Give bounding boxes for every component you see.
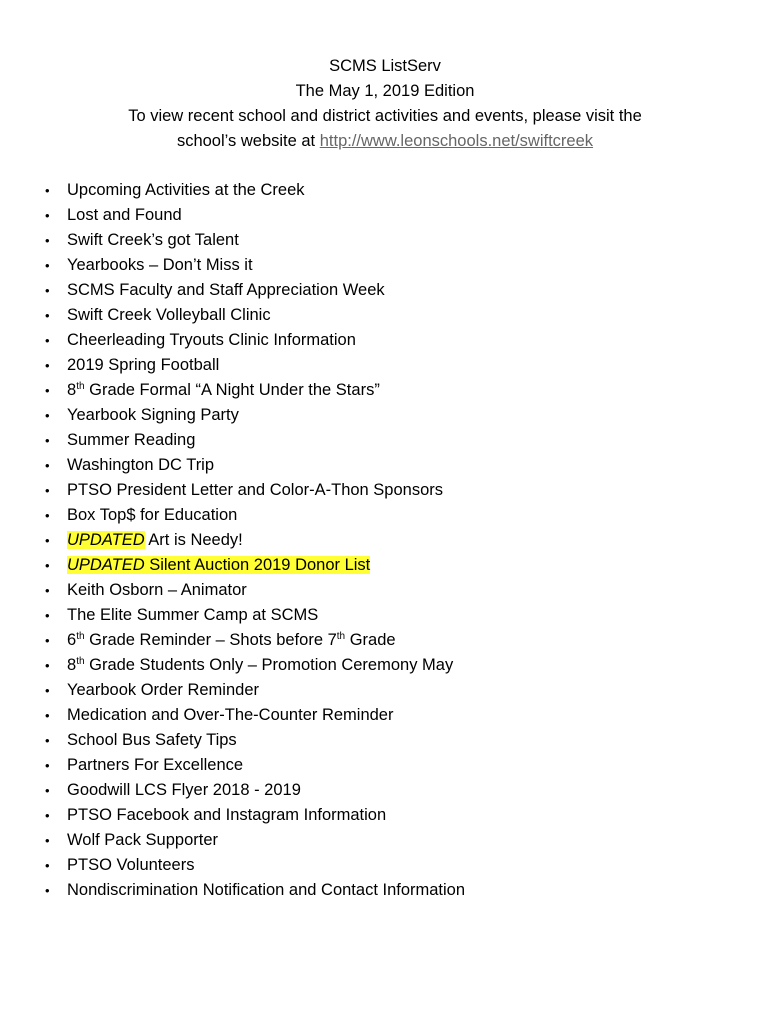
list-item: [0, 878, 465, 903]
list-item: [0, 203, 465, 228]
grade-number: 8: [67, 656, 77, 674]
bullet-icon: •: [45, 383, 50, 398]
intro-text-continued: [0, 129, 770, 154]
list-item-text: Keith Osborn – Animator: [67, 581, 247, 599]
list-item: [0, 603, 465, 628]
list-item: [0, 653, 465, 678]
bullet-icon: •: [45, 208, 50, 223]
ordinal-suffix: th: [76, 631, 85, 642]
list-item: [0, 353, 465, 378]
list-item-text: Lost and Found: [67, 206, 182, 224]
school-website-link[interactable]: http://www.leonschools.net/swiftcreek: [319, 132, 594, 150]
bullet-icon: •: [45, 608, 50, 623]
bullet-icon: •: [45, 433, 50, 448]
item-remainder: Grade: [345, 631, 396, 649]
listserv-header: [0, 54, 770, 154]
list-item-text: Partners For Excellence: [67, 756, 244, 774]
item-remainder: Grade Formal “A Night Under the Stars”: [84, 381, 380, 399]
bullet-icon: •: [45, 258, 50, 273]
list-item-text: Wolf Pack Supporter: [67, 831, 219, 849]
list-item: [0, 578, 465, 603]
bullet-icon: •: [45, 508, 50, 523]
bullet-icon: •: [45, 483, 50, 498]
list-item-text: Yearbooks – Don’t Miss it: [67, 256, 253, 274]
list-item-text-highlighted: [67, 556, 370, 574]
ordinal-suffix: th: [76, 656, 85, 667]
list-item: [0, 703, 465, 728]
list-item: [0, 428, 465, 453]
bullet-icon: •: [45, 358, 50, 373]
item-remainder: Grade Students Only – Promotion Ceremony May: [84, 656, 454, 674]
bullet-icon: •: [45, 658, 50, 673]
intro-prefix: school’s website at: [176, 132, 320, 150]
edition-date: The May 1, 2019 Edition: [295, 82, 475, 100]
list-item-text: Nondiscrimination Notification and Contact Information: [67, 881, 466, 899]
list-item: [0, 403, 465, 428]
bullet-icon: •: [45, 733, 50, 748]
bullet-icon: •: [45, 533, 50, 548]
list-item-text: 2019 Spring Football: [67, 356, 220, 374]
bullet-icon: •: [45, 333, 50, 348]
list-item-text: PTSO Facebook and Instagram Information: [67, 806, 387, 824]
list-item: [0, 178, 465, 203]
list-item-text: Swift Creek’s got Talent: [67, 231, 239, 249]
bullet-icon: •: [45, 558, 50, 573]
intro-text: To view recent school and district activities and events, please visit the: [128, 107, 642, 125]
bullet-icon: •: [45, 683, 50, 698]
list-item: [0, 478, 465, 503]
bullet-icon: •: [45, 183, 50, 198]
list-item-text: PTSO President Letter and Color-A-Thon Sponsors: [67, 481, 444, 499]
list-item-text: [67, 631, 396, 649]
bullet-icon: •: [45, 283, 50, 298]
bullet-icon: •: [45, 583, 50, 598]
list-item: [0, 628, 465, 653]
ordinal-suffix: th: [336, 631, 346, 642]
list-item: [0, 503, 465, 528]
updated-badge: UPDATED: [67, 531, 145, 549]
bullet-icon: •: [45, 808, 50, 823]
list-item-text: Medication and Over-The-Counter Reminder: [67, 706, 394, 724]
list-item: [0, 828, 465, 853]
bullet-icon: •: [45, 758, 50, 773]
list-item-text: PTSO Volunteers: [67, 856, 195, 874]
bullet-icon: •: [45, 858, 50, 873]
list-item-text: Washington DC Trip: [67, 456, 215, 474]
list-item-text: Cheerleading Tryouts Clinic Information: [67, 331, 356, 349]
list-item: [0, 453, 465, 478]
list-item: [0, 278, 465, 303]
bullet-icon: •: [45, 708, 50, 723]
list-item-text: SCMS Faculty and Staff Appreciation Week: [67, 281, 385, 299]
list-item-text: Yearbook Order Reminder: [67, 681, 259, 699]
list-item: [0, 328, 465, 353]
list-item: [0, 528, 465, 553]
list-item-text: [67, 381, 380, 399]
item-middle: Grade Reminder – Shots before 7: [84, 631, 337, 649]
listserv-title: SCMS ListServ: [329, 57, 441, 75]
topics-list: [0, 178, 465, 903]
list-item-text: Swift Creek Volleyball Clinic: [67, 306, 271, 324]
list-item-text: Box Top$ for Education: [67, 506, 238, 524]
list-item-text: Goodwill LCS Flyer 2018 - 2019: [67, 781, 301, 799]
list-item: [0, 728, 465, 753]
grade-number: 6: [67, 631, 77, 649]
item-remainder: Silent Auction 2019 Donor List: [144, 556, 371, 574]
list-item-text: [67, 656, 453, 674]
bullet-icon: •: [45, 233, 50, 248]
list-item-text: The Elite Summer Camp at SCMS: [67, 606, 319, 624]
list-item: [0, 228, 465, 253]
bullet-icon: •: [45, 833, 50, 848]
list-item: [0, 378, 465, 403]
list-item: [0, 303, 465, 328]
list-item: [0, 853, 465, 878]
ordinal-suffix: th: [76, 381, 85, 392]
list-item: [0, 803, 465, 828]
bullet-icon: •: [45, 308, 50, 323]
bullet-icon: •: [45, 408, 50, 423]
list-item-text: Yearbook Signing Party: [67, 406, 239, 424]
item-remainder: Art is Needy!: [144, 531, 243, 549]
grade-number: 8: [67, 381, 77, 399]
bullet-icon: •: [45, 883, 50, 898]
bullet-icon: •: [45, 783, 50, 798]
list-item-text: Upcoming Activities at the Creek: [67, 181, 305, 199]
list-item-text: School Bus Safety Tips: [67, 731, 237, 749]
list-item: [0, 553, 465, 578]
updated-badge: UPDATED: [67, 556, 145, 574]
list-item: [0, 753, 465, 778]
bullet-icon: •: [45, 633, 50, 648]
list-item: [0, 253, 465, 278]
list-item-text: [67, 531, 243, 549]
list-item-text: Summer Reading: [67, 431, 196, 449]
list-item: [0, 778, 465, 803]
list-item: [0, 678, 465, 703]
bullet-icon: •: [45, 458, 50, 473]
